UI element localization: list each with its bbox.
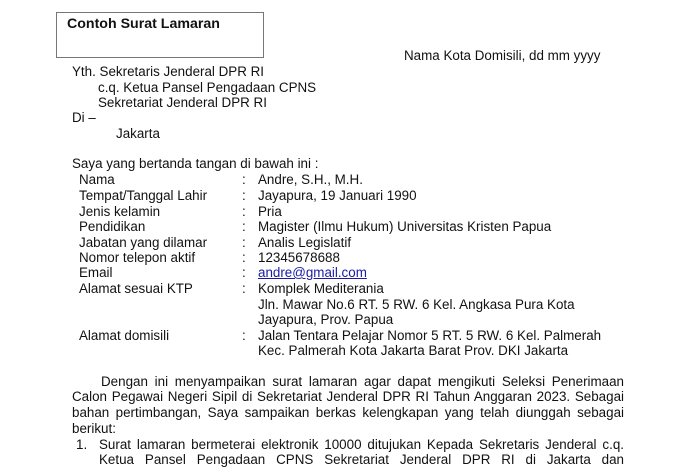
field-value: Pria xyxy=(258,204,282,219)
field-colon: : xyxy=(242,188,246,203)
field-value: Kec. Palmerah Kota Jakarta Barat Prov. DKI Jakarta xyxy=(258,343,569,358)
field-value: Komplek Mediterania xyxy=(258,281,384,296)
field-label: Pendidikan xyxy=(79,219,146,234)
field-value: Andre, S.H., M.H. xyxy=(258,172,363,187)
field-colon: : xyxy=(242,328,246,343)
field-label: Nama xyxy=(79,172,115,187)
field-colon: : xyxy=(242,281,246,296)
document-title: Contoh Surat Lamaran xyxy=(67,16,220,32)
field-value: Analis Legislatif xyxy=(258,235,352,250)
field-value: Jln. Mawar No.6 RT. 5 RW. 6 Kel. Angkasa Pura Kota xyxy=(258,297,575,312)
email-link[interactable]: andre@gmail.com xyxy=(258,265,367,280)
field-value: Jalan Tentara Pelajar Nomor 5 RT. 5 RW. 6 Kel. Palmerah xyxy=(258,328,602,343)
field-label: Nomor telepon aktif xyxy=(79,250,196,265)
list-item-line: Ketua Pansel Pengadaan CPNS Sekretariat Jenderal DPR RI di Jakarta dan xyxy=(99,452,624,467)
field-colon: : xyxy=(242,265,246,280)
field-label: Alamat domisili xyxy=(79,328,170,343)
paragraph-line: Calon Pegawai Negeri Sipil di Sekretariat Jenderal DPR RI Tahun Anggaran 2023. Sebagai xyxy=(72,389,624,404)
list-number: 1. xyxy=(76,437,88,452)
field-value: Magister (Ilmu Hukum) Universitas Kristen Papua xyxy=(258,219,552,234)
intro-text: Saya yang bertanda tangan di bawah ini : xyxy=(72,156,319,171)
title-box xyxy=(56,12,264,58)
paragraph-line: berikut: xyxy=(72,421,116,436)
field-label: Jabatan yang dilamar xyxy=(79,235,208,250)
field-value: 12345678688 xyxy=(258,250,340,265)
field-colon: : xyxy=(242,172,246,187)
date-line: Nama Kota Domisili, dd mm yyyy xyxy=(404,48,601,63)
recipient-line: Sekretariat Jenderal DPR RI xyxy=(98,95,267,110)
field-label: Email xyxy=(79,265,113,280)
field-label: Tempat/Tanggal Lahir xyxy=(79,188,208,203)
recipient-line: c.q. Ketua Pansel Pengadaan CPNS xyxy=(98,80,317,95)
field-colon: : xyxy=(242,235,246,250)
list-item-line: Surat lamaran bermeterai elektronik 10000 ditujukan Kepada Sekretaris Jenderal c.q. xyxy=(99,437,624,452)
field-colon: : xyxy=(242,204,246,219)
paragraph-line: bahan pertimbangan, Saya sampaikan berkas kelengkapan yang telah diunggah sebagai xyxy=(72,405,624,420)
field-label: Jenis kelamin xyxy=(79,204,161,219)
field-colon: : xyxy=(242,219,246,234)
recipient-city: Jakarta xyxy=(116,126,160,141)
recipient-line: Yth. Sekretaris Jenderal DPR RI xyxy=(72,64,265,79)
paragraph-line: Dengan ini menyampaikan surat lamaran agar dapat mengikuti Seleksi Penerimaan xyxy=(101,374,624,389)
field-colon: : xyxy=(242,250,246,265)
field-value: Jayapura, 19 Januari 1990 xyxy=(258,188,417,203)
field-label: Alamat sesuai KTP xyxy=(79,281,193,296)
recipient-di: Di – xyxy=(72,110,96,125)
field-value: Jayapura, Prov. Papua xyxy=(258,312,394,327)
